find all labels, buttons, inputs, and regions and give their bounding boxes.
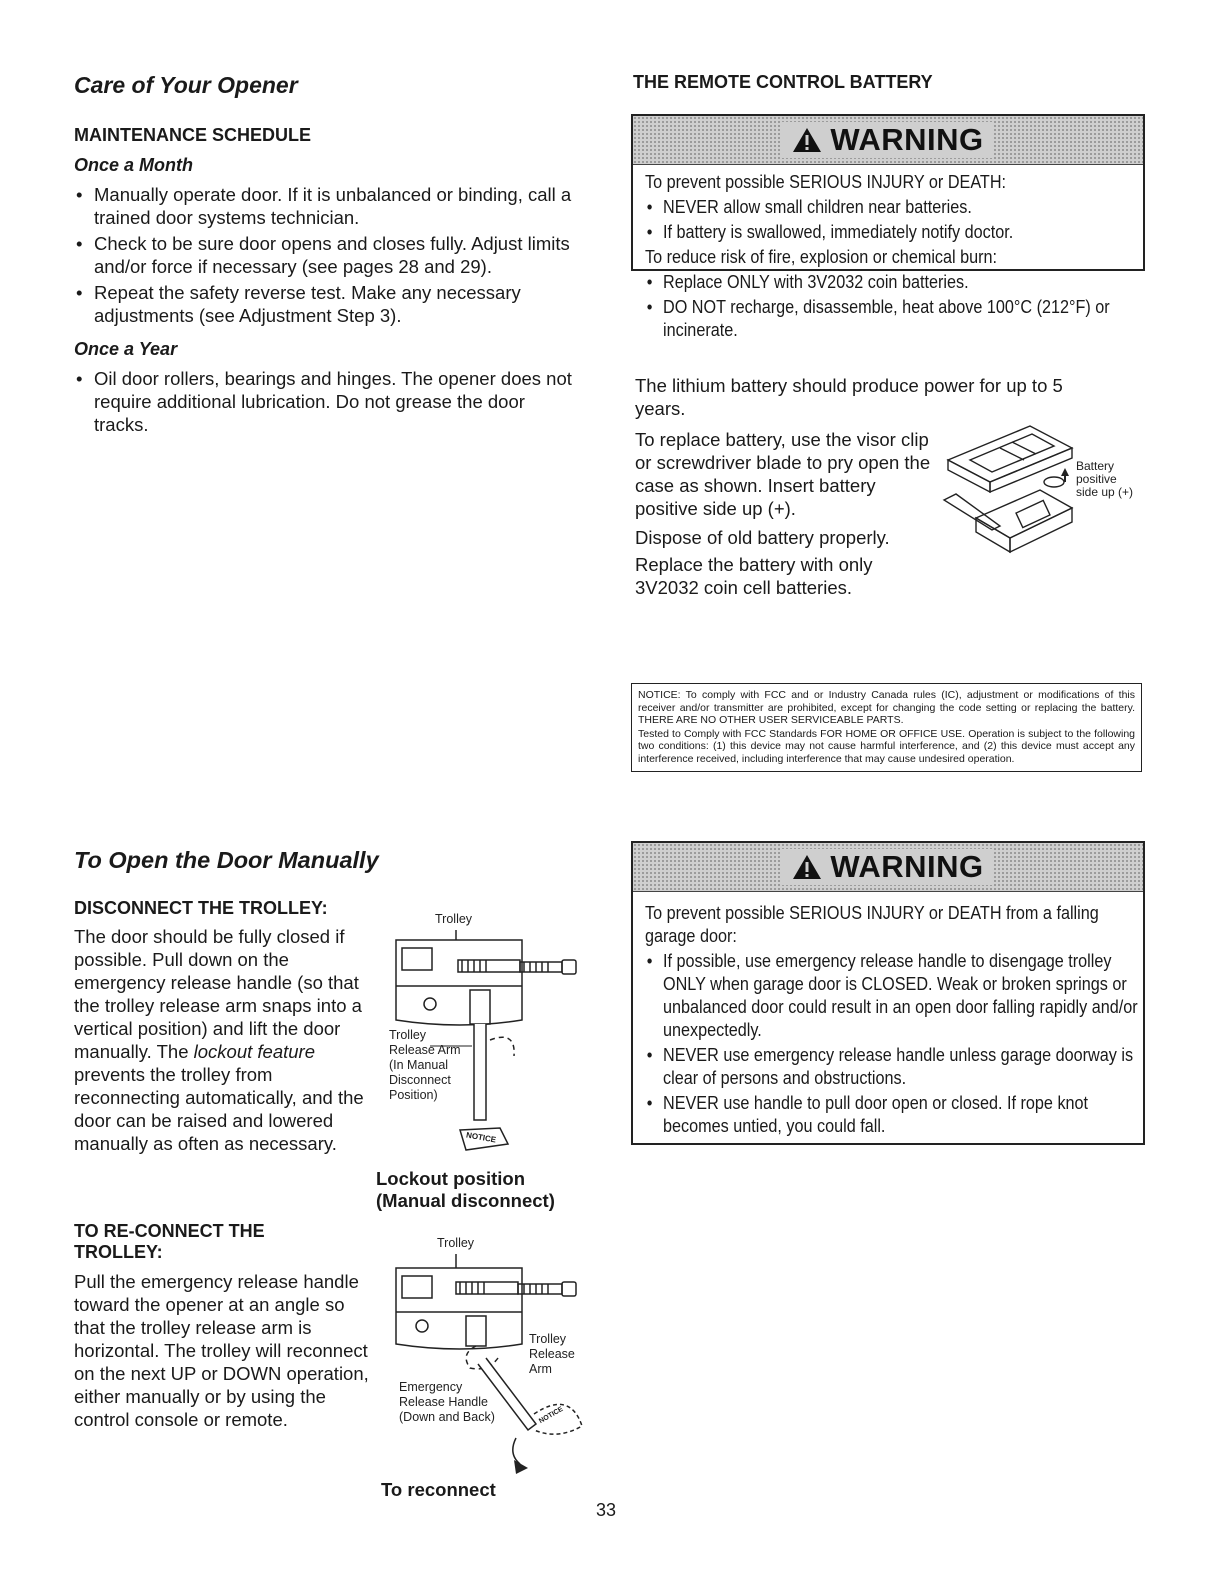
fcc-notice-text: NOTICE: To comply with FCC and or Industry Canada rules (IC), adjustment or modifications of this receiver and/or transmitter are prohibited, except for changing the code setting or replacing the battery. THERE ARE NO OTHER USER SERVICEABLE PARTS. [638, 689, 1135, 726]
battery-positive-label: Battery positive side up (+) [1076, 459, 1134, 499]
maintenance-schedule-heading: MAINTENANCE SCHEDULE [74, 125, 312, 145]
lockout-feature-term: lockout feature [193, 1041, 315, 1062]
remote-battery-illustration [940, 420, 1080, 580]
list-item: • NEVER use handle to pull door open or closed. If rope knot becomes untied, you could fall. [645, 1092, 1149, 1138]
fig1-caption: Lockout position (Manual disconnect) [376, 1168, 555, 1211]
list-item: • Oil door rollers, bearings and hinges. The opener does not require additional lubrication. Do not grease the door tracks. [74, 367, 584, 436]
fig2-notice-tag: NOTICE [538, 1405, 565, 1426]
warning-triangle-icon [792, 127, 822, 153]
list-item: • NEVER use emergency release handle unless garage doorway is clear of persons and obstructions. [645, 1044, 1149, 1090]
battery-dispose-text: Dispose of old battery properly. [635, 527, 890, 548]
battery-warning-box [631, 114, 1145, 340]
list-item: • Repeat the safety reverse test. Make any necessary adjustments (see Adjustment Step 3). [74, 281, 579, 327]
list-item: • Replace ONLY with 3V2032 coin batteries. [645, 271, 1149, 294]
door-warning-box [631, 841, 1145, 1145]
page-number: 33 [596, 1500, 617, 1520]
disconnect-heading: DISCONNECT THE TROLLEY: [74, 898, 328, 918]
fcc-notice-box [631, 683, 1142, 772]
battery-replace-text: To replace battery, use the visor clip or screwdriver blade to pry open the case as shown. Insert battery positive side up (+). [635, 429, 931, 519]
once-a-month-heading: Once a Month [74, 155, 194, 175]
warning-label: WARNING [830, 122, 984, 157]
monthly-tasks-list [74, 183, 579, 330]
care-title: Care of Your Opener [74, 72, 298, 98]
battery-life-text: The lithium battery should produce power for up to 5 years. [635, 375, 1063, 419]
fig2-caption: To reconnect [381, 1479, 496, 1500]
fig2-handle-label: Emergency Release Handle (Down and Back) [399, 1380, 495, 1424]
yearly-tasks-list [74, 367, 584, 439]
once-a-year-heading: Once a Year [74, 339, 178, 359]
list-item: • If battery is swallowed, immediately notify doctor. [645, 221, 1149, 244]
warning-intro: To reduce risk of fire, explosion or chemical burn: [645, 247, 998, 267]
fcc-tested-text: Tested to Comply with FCC Standards FOR HOME OR OFFICE USE. Operation is subject to the following two conditions: (1) this device may not cause harmful interference, and (2) this device must accept any interference received, including interference that may cause undesired operation. [638, 727, 1135, 765]
warning-label: WARNING [830, 849, 984, 884]
warning-banner [633, 843, 1143, 892]
disconnect-text: The door should be fully closed if possible. Pull down on the emergency release handle (so that the trolley release arm snaps into a vertical position) and lift the door manually. The lockout feature prevents the trolley from reconnecting automatically, and the door can be raised and lowered manually as often as necessary. [74, 926, 364, 1154]
list-item: • DO NOT recharge, disassemble, heat above 100°C (212°F) or incinerate. [645, 296, 1149, 342]
warning-banner [633, 116, 1143, 165]
manual-title: To Open the Door Manually [74, 847, 379, 873]
reconnect-text: Pull the emergency release handle toward the opener at an angle so that the trolley release arm is horizontal. The trolley will reconnect on the next UP or DOWN operation, either manually or by using the control console or remote. [74, 1271, 369, 1430]
fig1-trolley-label: Trolley [435, 912, 473, 926]
reconnect-heading: TO RE-CONNECT THE TROLLEY: [74, 1221, 265, 1262]
warning-triangle-icon [792, 854, 822, 880]
fig2-release-arm-label: Trolley Release Arm [529, 1332, 575, 1376]
list-item: • Manually operate door. If it is unbalanced or binding, call a trained door systems technician. [74, 183, 579, 229]
fig1-release-arm-label: Trolley Release Arm (In Manual Disconnect Position) [389, 1028, 461, 1102]
warning-intro: To prevent possible SERIOUS INJURY or DEATH from a falling garage door: [645, 903, 1099, 946]
battery-heading: THE REMOTE CONTROL BATTERY [633, 72, 933, 92]
fig2-trolley-label: Trolley [437, 1236, 475, 1250]
list-item: • If possible, use emergency release handle to disengage trolley ONLY when garage door is CLOSED. Weak or broken springs or unbalanced door could result in an open door falling rapidly and/or unexpectedly. [645, 950, 1149, 1042]
list-item: • NEVER allow small children near batteries. [645, 196, 1149, 219]
warning-intro: To prevent possible SERIOUS INJURY or DEATH: [645, 172, 1007, 192]
list-item: • Check to be sure door opens and closes fully. Adjust limits and/or force if necessary (see pages 28 and 29). [74, 232, 579, 278]
fig1-notice-tag: NOTICE [465, 1130, 497, 1145]
battery-type-text: Replace the battery with only 3V2032 coin cell batteries. [635, 554, 873, 598]
